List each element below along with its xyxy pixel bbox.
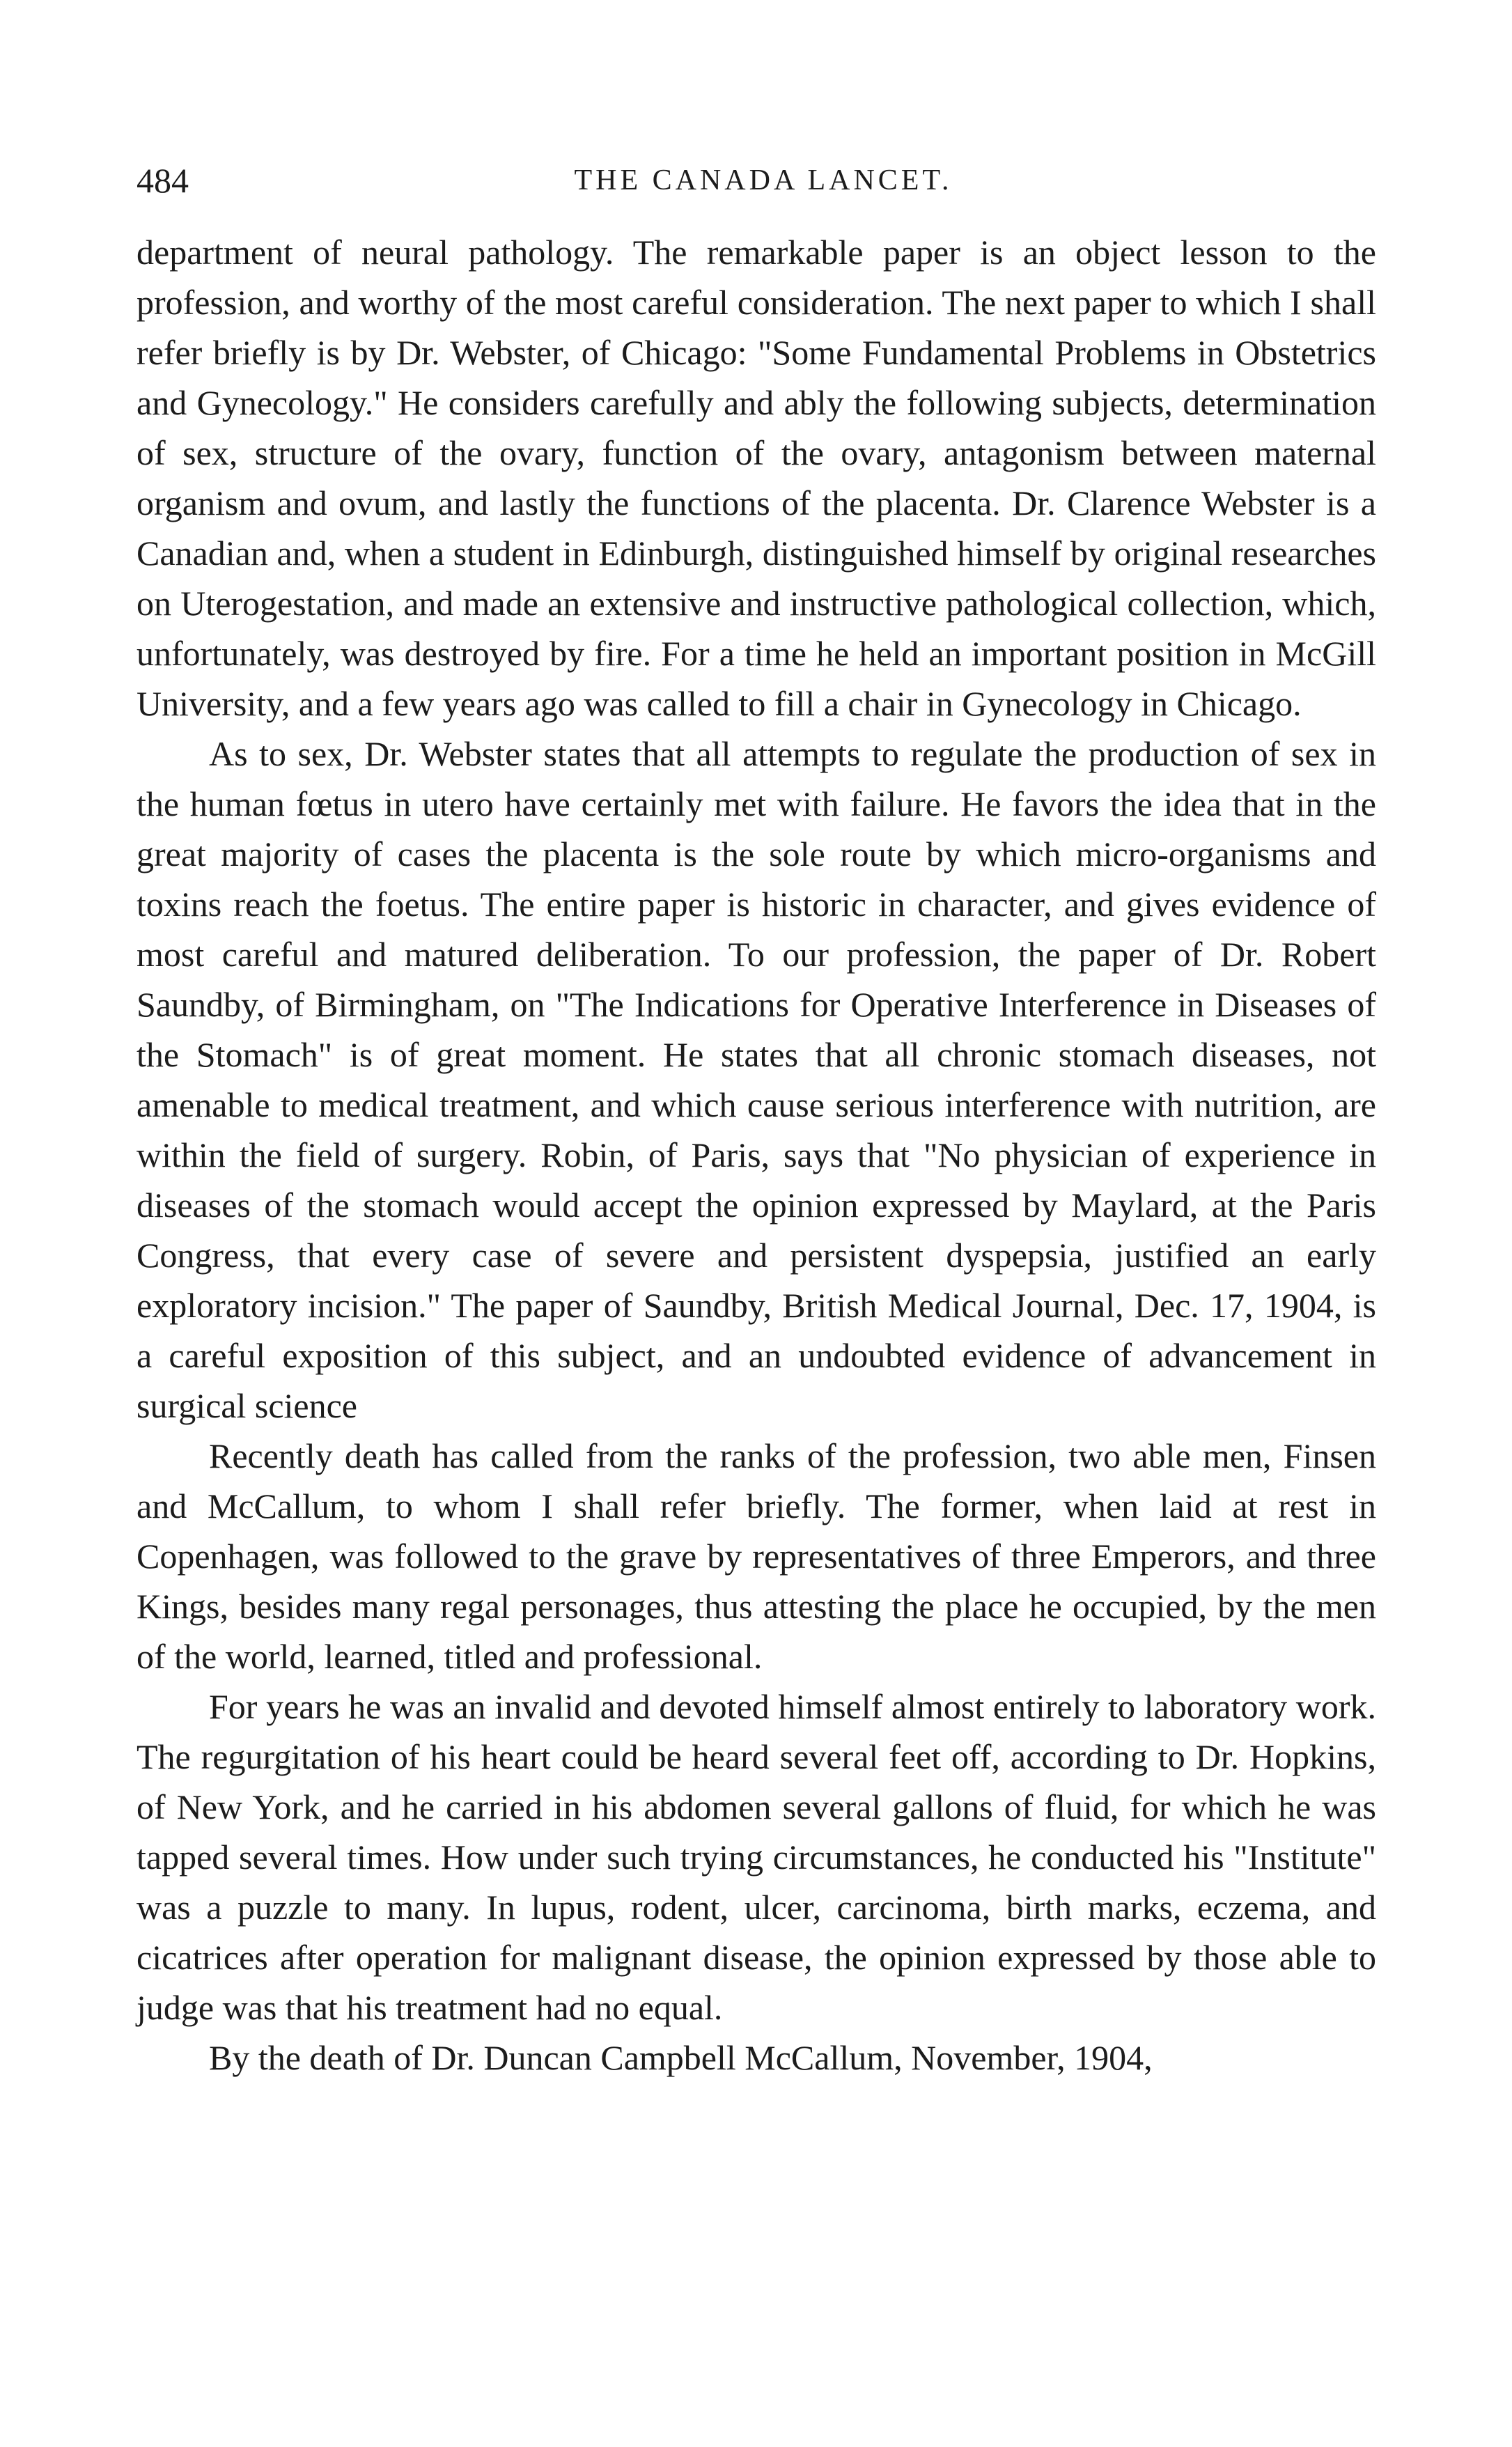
paragraph: As to sex, Dr. Webster states that all attempts to regulate the production of sex in the human fœtus in utero have certainly met with failure. He favors the idea that in the great majority of cases the placenta is the sole route by which micro-organisms and toxins reach the foetus. The entire paper is historic in character, and gives evidence of most careful and matured deliberation. To our profession, the paper of Dr. Robert Saundby, of Birmingham, on "The Indications for Operative Interference in Diseases of the Stomach" is of great moment. He states that all chronic stomach diseases, not amenable to medical treatment, and which cause serious interference with nutrition, are within the field of surgery. Robin, of Paris, says that "No physician of experience in diseases of the stomach would accept the opinion expressed by Maylard, at the Paris Congress, that every case of severe and persistent dyspepsia, justified an early exploratory incision." The paper of Saundby, British Medical Journal, Dec. 17, 1904, is a careful exposition of this subject, and an undoubted evidence of advancement in surgical science bbox=[137, 734, 1376, 1425]
paragraph: By the death of Dr. Duncan Campbell McCallum, November, 1904, bbox=[209, 2038, 1153, 2077]
running-title: THE CANADA LANCET. bbox=[574, 164, 953, 196]
paragraph-continuation: department of neural pathology. The remarkable paper is an object lesson to the profession, and worthy of the most careful consideration. The next paper to which I shall refer briefly is by Dr. Webster, of Chicago: "Some Fundamental Problems in Obstetrics and Gynecology." He considers carefully and ably the following subjects, determination of sex, structure of the ovary, function of the ovary, antagonism between maternal organism and ovum, and lastly the functions of the placenta. Dr. Clarence Webster is a Canadian and, when a student in Edinburgh, distinguished himself by original researches on Uterogestation, and made an extensive and instructive pathological collection, which, unfortunately, was destroyed by fire. For a time he held an important position in McGill University, and a few years ago was called to fill a chair in Gynecology in Chicago. bbox=[137, 233, 1376, 723]
article-body bbox=[137, 227, 1376, 2083]
page-number: 484 bbox=[137, 161, 189, 200]
paragraph: For years he was an invalid and devoted himself almost entirely to laboratory work. The regurgitation of his heart could be heard several feet off, according to Dr. Hopkins, of New York, and he carried in his abdomen several gallons of fluid, for which he was tapped several times. How under such trying circumstances, he conducted his "Institute" was a puzzle to many. In lupus, rodent, ulcer, carcinoma, birth marks, eczema, and cicatrices after operation for malignant disease, the opinion expressed by those able to judge was that his treatment had no equal. bbox=[137, 1687, 1376, 2027]
paragraph: Recently death has called from the ranks of the profession, two able men, Finsen and McCallum, to whom I shall refer briefly. The former, when laid at rest in Copenhagen, was followed to the grave by representatives of three Emperors, and three Kings, besides many regal personages, thus attesting the place he occupied, by the men of the world, learned, titled and professional. bbox=[137, 1436, 1376, 1676]
page-header bbox=[137, 156, 1390, 205]
